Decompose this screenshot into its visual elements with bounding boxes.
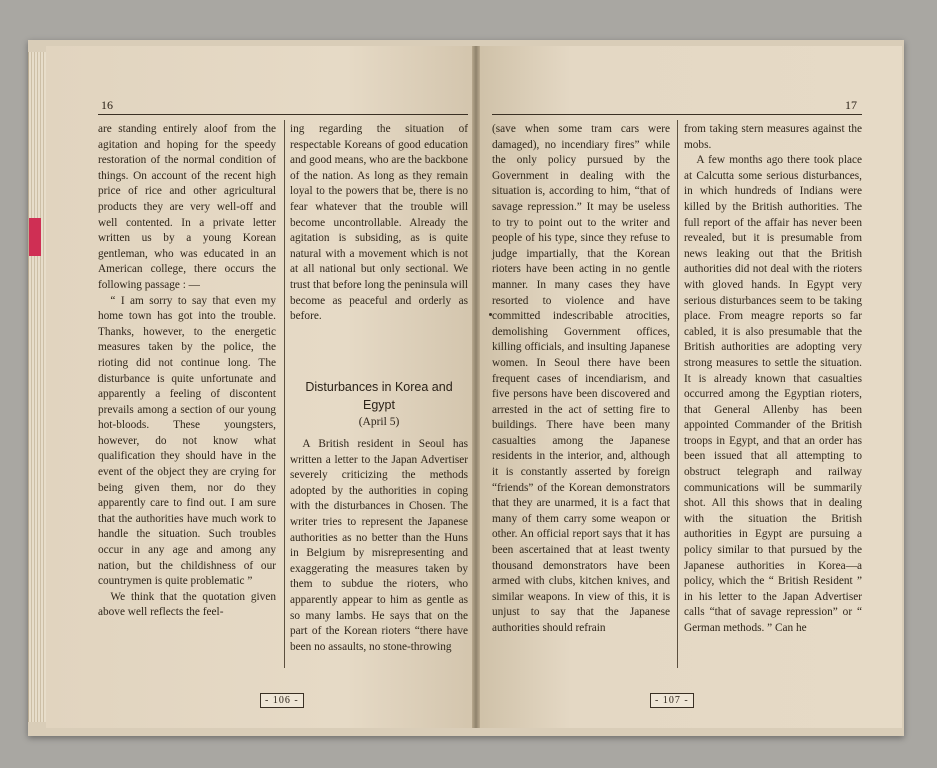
left-folio: - 106 - (260, 693, 304, 708)
left-column-1 (98, 122, 276, 621)
right-column-2 (684, 122, 862, 637)
column-divider (677, 120, 678, 668)
right-column-1 (492, 122, 670, 637)
page-edges (28, 52, 47, 722)
right-folio: - 107 - (650, 693, 694, 708)
red-page-tab (29, 218, 41, 256)
paragraph: A few months ago there took place at Calcutta some serious disturbances, in which hundreds of Indians were killed by the British authorities. The full report of the affair has never been revealed, but it is presumable from news leaking out that the British authorities did not deal with the rioters with gloved hands. In Egypt very serious disturbances seem to be taking place. From meagre reports so far cabled, it is also presumable that the British authorities are adopting very strong measures to settle the situation. It is already known that casualties occurred among the Egyptian rioters, that General Allenby has been appointed Commander of the British troops in Egypt, and that an order has been issued that all attempting to obstruct telegraph and railway communications will be summarily shot. All this shows that in dealing with the situation the British authorities in Egypt are pursuing a policy similar to that pursued by the Japanese authorities in Korea—a policy, which the “ British Resident ” in his letter to the Japan Advertiser calls “that of savage repression” or “ German methods. ” Can he (684, 154, 862, 634)
column-divider (284, 120, 285, 668)
paragraph: (save when some tram cars were damaged), no incendiary fires” while the only policy pursued by the Government in dealing with the situation is, according to him, “that of savage repression.” It may be useless to try to point out to the writer and people of his type, since they refuse to judge impartially, that the Korean rioters have been acting in no gentle manner. In many cases they have resorted to violence and have committed indescribable atrocities, demolishing Government offices, killing officials, and insulting Japanese women. In Seoul there have been frequent cases of incendiarism, and five persons have been discovered and arrested in the act of setting fire to buildings. There have been many casualties among the Japanese residents in the interior, and, although it is constantly asserted by foreign “friends” of the Korean demonstrators that they are unarmed, it is a fact that many of them carry some weapon or other. An official report says that it has been ascertained that at least twenty thousand demonstrators have been armed with clubs, kitchen knives, and similar weapons. In view of this, it is unjust to say that the Japanese authorities should refrain (492, 123, 670, 634)
left-column-2-bottom (290, 437, 468, 655)
left-column-2-top (290, 122, 468, 325)
right-page-number: 17 (845, 98, 857, 112)
paragraph: A British resident in Seoul has written a letter to the Japan Advertiser severely criticizing the methods adopted by the authorities in coping with the disturbances in Chosen. The writer tries to represent the Japanese authorities as no better than the Huns in Belgium by misrepresenting and exaggerating the measures taken by them to subdue the rioters, who apparently appear to him as gentle as so many lambs. He says that on the part of the Korean rioters “there have been no assaults, no stone-throwing (290, 438, 468, 653)
section-heading: Disturbances in Korea and Egypt (305, 380, 453, 412)
paragraph: are standing entirely aloof from the agitation and hoping for the speedy restoration of the normal condition of things. On account of the recent high price of rice and other agricultural products they are very well-off and well contented. In a private letter written us by a young Korean gentleman, who was educated in an American college, there occurs the following passage : — (98, 123, 276, 291)
paragraph: ing regarding the situation of respectable Koreans of good education and good means, who are the backbone of the nation. As long as they remain loyal to the powers that be, there is no fear whatever that the trouble will become uncontrollable. Already the agitation is subsiding, as is quite natural with a movement which is not at all national but only sectional. We trust that before long the peninsula will become as peaceful and orderly as before. (290, 123, 468, 323)
left-page-number: 16 (101, 98, 113, 112)
paragraph: We think that the quotation given above well reflects the feel- (98, 590, 276, 619)
left-header-rule (98, 114, 468, 115)
section-date: (April 5) (358, 416, 400, 428)
book-gutter (472, 46, 480, 728)
ink-speck (489, 313, 492, 316)
paragraph: “ I am sorry to say that even my home town has got into the trouble. Thanks, however, to the energetic measures taken by the police, the rioting did not continue long. The disturbance is quite unfortunate and apparently a feeling of discontent prevails among a section of our young hot-bloods. These youngsters, however, do not know what qualification they should have in the event of the object they are crying for being given them, nor do they apparently care to find out. I am sure that the authorities have much work to handle the situation. Such troubles occur in any age and among any nation, but the childishness of our countrymen is quite problematic ” (98, 294, 276, 588)
right-header-rule (492, 114, 862, 115)
paragraph: from taking stern measures against the mobs. (684, 123, 862, 151)
